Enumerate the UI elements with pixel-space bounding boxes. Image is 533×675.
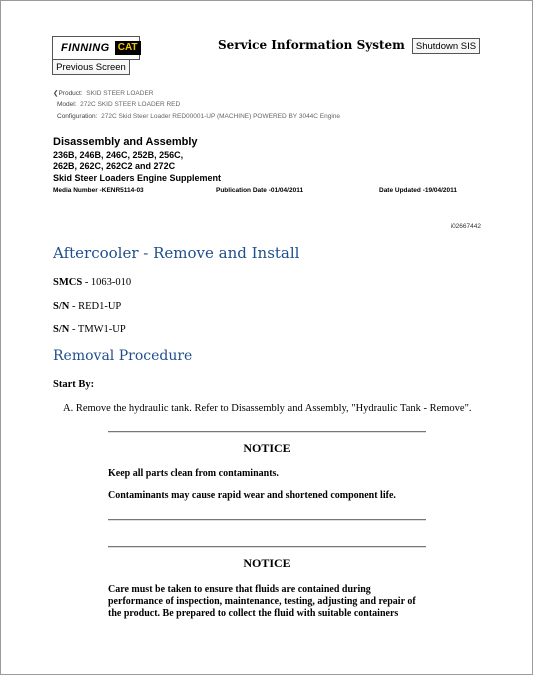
left-arrow-icon: ❮ (53, 90, 59, 97)
shutdown-sis-button[interactable]: Shutdown SIS (412, 38, 480, 54)
notice-divider (108, 546, 426, 548)
step-a: A. Remove the hydraulic tank. Refer to Disassembly and Assembly, "Hydraulic Tank - Remove". (63, 403, 472, 414)
notice-title: NOTICE (243, 441, 291, 455)
model-list-line: 236B, 246B, 246C, 252B, 256C, (53, 150, 184, 160)
publication-date: Publication Date -01/04/2011 (216, 187, 304, 194)
product-value: SKID STEER LOADER (86, 90, 154, 97)
configuration-line (57, 113, 340, 120)
sn-value: - TMW1-UP (69, 324, 126, 335)
serial-number-1 (53, 301, 121, 312)
product-line (53, 89, 153, 97)
configuration-label: Configuration: (57, 113, 98, 120)
sn-value: - RED1-UP (69, 301, 122, 312)
notice-text: Care must be taken to ensure that fluids are contained during performance of inspection, maintenance, testing, adjusting and repair of the product. Be prepared to collect the fluid with suitable containers (108, 584, 416, 619)
model-line (57, 101, 180, 108)
serial-number-2 (53, 324, 126, 335)
start-by-label: Start By: (53, 379, 95, 390)
model-list-line: 262B, 262C, 262C2 and 272C (53, 161, 176, 171)
smcs-label: SMCS (53, 277, 83, 288)
sn-label: S/N (53, 324, 70, 335)
procedure-heading: Removal Procedure (53, 348, 193, 364)
logo-text: FINNING (61, 42, 110, 54)
smcs-value: - 1063-010 (82, 277, 132, 288)
notice-divider (108, 431, 426, 433)
configuration-value: 272C Skid Steer Loader RED00001-UP (MACHINE) POWERED BY 3044C Engine (101, 113, 341, 120)
media-number: Media Number -KENR5114-03 (53, 187, 144, 194)
finning-cat-logo (52, 36, 140, 60)
cat-logo-icon: CAT (115, 41, 141, 55)
notice-text: Keep all parts clean from contaminants. (108, 468, 279, 479)
document-title: Disassembly and Assembly (53, 136, 198, 148)
notice-divider (108, 519, 426, 521)
page-title: Aftercooler - Remove and Install (53, 244, 300, 262)
notice-text: Contaminants may cause rapid wear and shortened component life. (108, 490, 396, 501)
system-title: Service Information System (218, 38, 405, 52)
sn-label: S/N (53, 301, 70, 312)
previous-screen-button[interactable]: Previous Screen (52, 59, 130, 75)
product-label: Product: (58, 90, 83, 97)
model-label: Model: (57, 101, 77, 108)
model-value: 272C SKID STEER LOADER RED (80, 101, 181, 108)
model-list (53, 150, 183, 172)
date-updated: Date Updated -19/04/2011 (379, 187, 458, 194)
smcs-code (53, 277, 131, 288)
notice-title: NOTICE (243, 556, 291, 570)
supplement-title: Skid Steer Loaders Engine Supplement (53, 173, 222, 183)
document-id: i02667442 (450, 223, 481, 230)
